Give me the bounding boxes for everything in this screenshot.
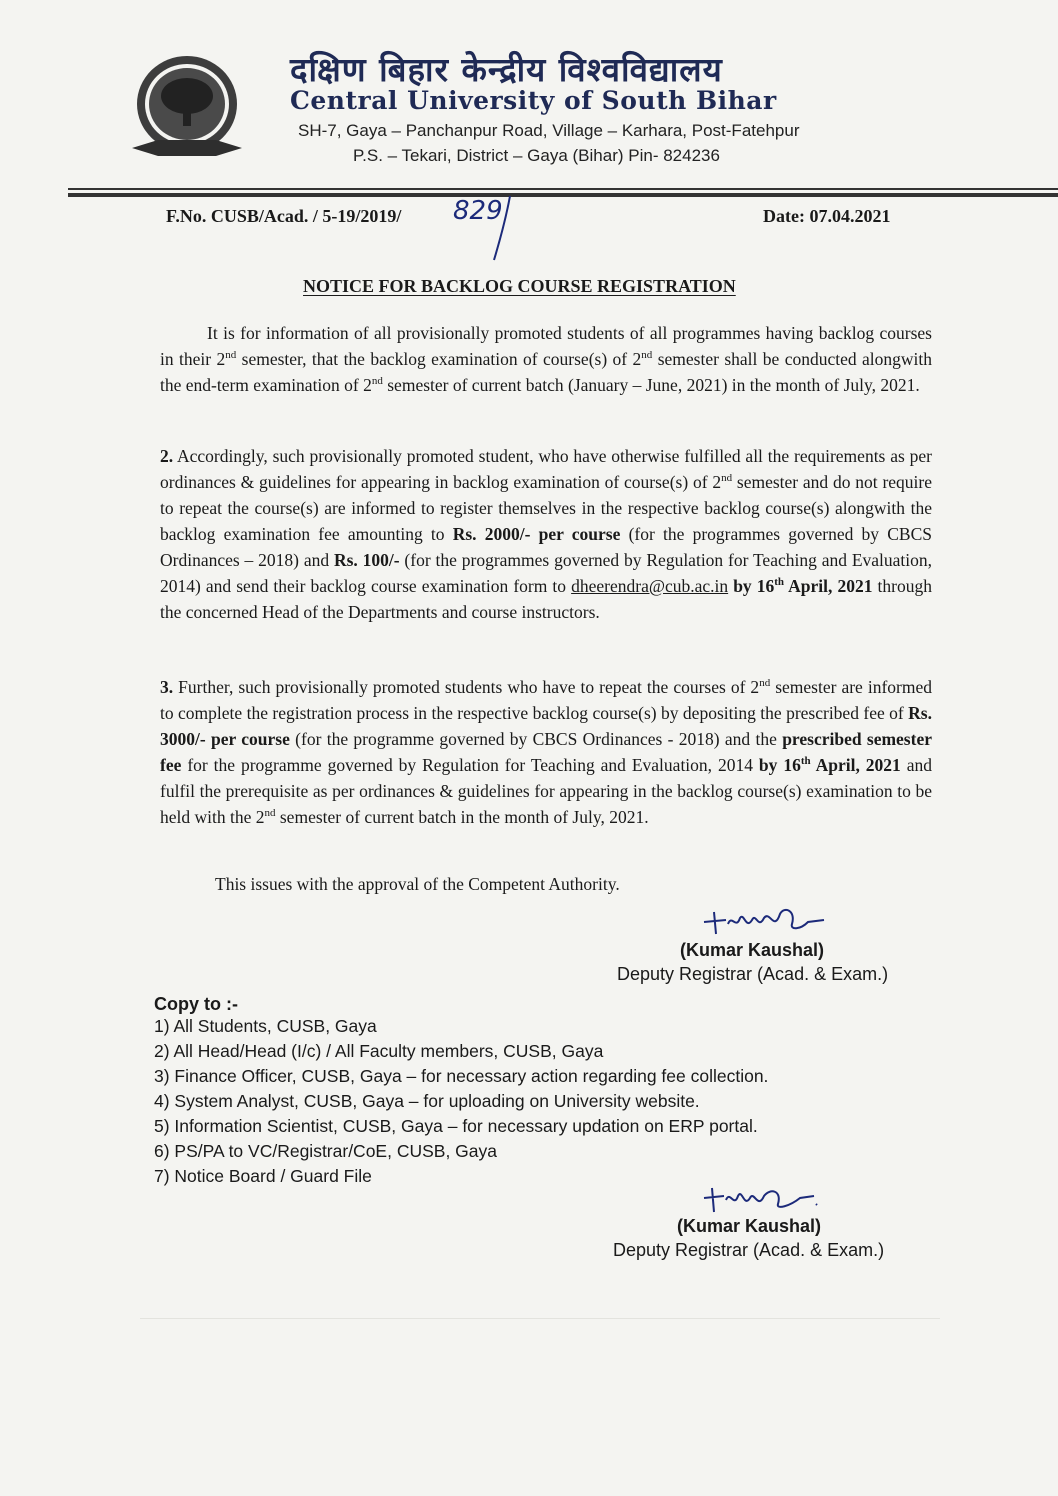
list-item: 6) PS/PA to VC/Registrar/CoE, CUSB, Gaya [154,1141,497,1161]
list-item: 5) Information Scientist, CUSB, Gaya – for necessary updation on ERP portal. [154,1116,758,1136]
header-divider-thick [68,193,1058,197]
paragraph-3: 3. Further, such provisionally promoted students who have to repeat the courses of 2nd semester are informed to complete the registration process in the respective backlog course(s) by depositing the prescribed fee of Rs. 3000/- per course (for the programme governed by CBCS Ordinances - 2018) and the prescribed semester fee for the programme governed by Regulation for Teaching and Evaluation, 2014 by 16th April, 2021 and fulfil the prerequisite as per ordinances & guidelines for appearing in the backlog course(s) examination to be held with the 2nd semester of current batch in the month of July, 2021. [160,677,932,827]
notice-date: Date: 07.04.2021 [763,206,891,226]
signature-icon [700,1180,820,1220]
list-item: 7) Notice Board / Guard File [154,1166,372,1186]
paragraph-1: It is for information of all provisionally promoted students of all programmes having backlog courses in their 2nd semester, that the backlog examination of course(s) of 2nd semester shall be conducted alongwith the end-term examination of 2nd semester of current batch (January – June, 2021) in the month of July, 2021. [160,323,932,395]
header-divider [68,188,1058,190]
university-seal-icon [128,52,246,164]
list-item: 4) System Analyst, CUSB, Gaya – for uploading on University website. [154,1091,700,1111]
university-name-hindi: दक्षिण बिहार केन्द्रीय विश्वविद्यालय [290,50,723,89]
copy-to-list [154,1014,768,1189]
signatory-name: (Kumar Kaushal) [677,1216,822,1236]
handwritten-stroke-icon [480,192,520,264]
list-item: 3) Finance Officer, CUSB, Gaya – for necessary action regarding fee collection. [154,1066,769,1086]
list-item: 2) All Head/Head (I/c) / All Faculty members, CUSB, Gaya [154,1041,604,1061]
paragraph-2: 2. Accordingly, such provisionally promoted student, who have otherwise fulfilled all the requirements as per ordinances & guidelines for appearing in backlog examination of course(s) of 2nd semester and do not require to repeat the course(s) are informed to register themselves in the respective backlog course(s) alongwith the backlog examination fee amounting to Rs. 2000/- per course (for the programmes governed by CBCS Ordinances – 2018) and Rs. 100/- (for the programmes governed by Regulation for Teaching and Evaluation, 2014) and send their backlog course examination form to dheerendra@cub.ac.in by 16th April, 2021 through the concerned Head of the Departments and course instructors. [160,446,933,622]
notice-title: NOTICE FOR BACKLOG COURSE REGISTRATION [303,276,736,296]
signatory-name: (Kumar Kaushal) [680,940,825,960]
address-line-1: SH-7, Gaya – Panchanpur Road, Village – Karhara, Post-Fatehpur [298,121,800,140]
university-name-english: Central University of South Bihar [290,86,777,115]
signatory-designation: Deputy Registrar (Acad. & Exam.) [617,964,889,984]
approval-line: This issues with the approval of the Competent Authority. [215,874,620,894]
file-number: F.No. CUSB/Acad. / 5-19/2019/ [166,206,402,226]
file-number-handwritten: 829 [453,196,503,226]
address-line-2: P.S. – Tekari, District – Gaya (Bihar) Pin- 824236 [353,146,720,165]
signature-icon [700,900,830,942]
scan-artifact-line [140,1318,940,1319]
copy-to-label: Copy to :- [154,994,238,1014]
email-link[interactable]: dheerendra@cub.ac.in [571,576,729,596]
list-item: 1) All Students, CUSB, Gaya [154,1016,377,1036]
signatory-designation: Deputy Registrar (Acad. & Exam.) [613,1240,885,1260]
